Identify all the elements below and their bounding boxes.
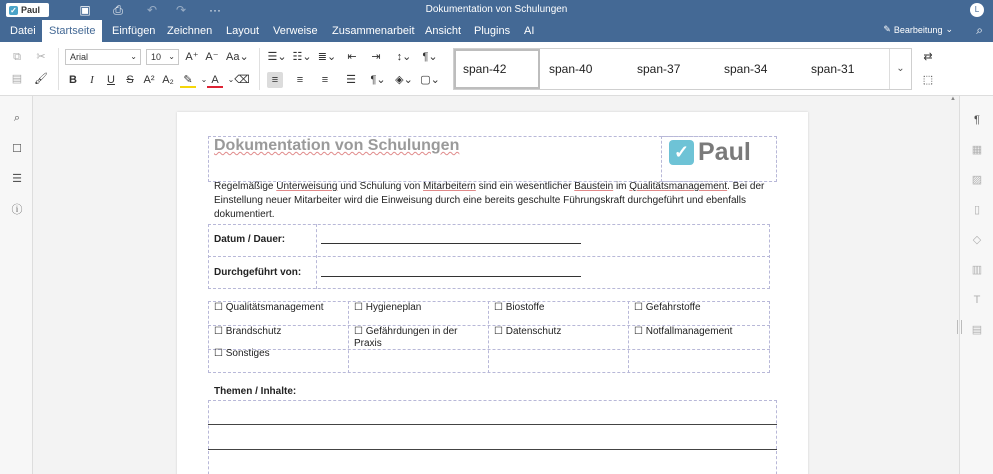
grid-divider [488,301,489,373]
check-icon: ✓ [669,140,694,165]
checkbox-label: Datenschutz [505,326,562,337]
redo-icon[interactable]: ↷ [175,3,187,17]
style-span-34[interactable]: span-34 [724,62,768,76]
toolbar-divider [58,48,59,90]
document-page[interactable] [177,112,808,474]
checkbox-gefahrstoffe[interactable] [634,302,701,314]
shading-icon[interactable]: ◈⌄ [395,74,413,86]
checkbox-biostoffe[interactable] [494,302,544,314]
paul-logo-text: Paul [698,138,751,166]
superscript-icon[interactable]: A² [143,74,155,86]
checkbox-gefaehrdungen[interactable] [354,326,484,350]
navigation-icon[interactable]: ☰ [12,173,22,185]
print-icon[interactable]: ⎙ [113,3,123,17]
align-right-icon[interactable]: ≡ [321,74,329,86]
tab-datei[interactable]: Datei [10,25,36,37]
document-title: Dokumentation von Schulungen [425,4,568,15]
chevron-down-icon[interactable]: ⌄ [200,75,208,84]
shape-settings-icon[interactable]: ◇ [972,234,982,246]
increase-indent-icon[interactable]: ⇥ [371,51,381,63]
align-left-icon[interactable]: ≡ [267,72,283,88]
decrease-font-icon[interactable]: A⁻ [205,51,219,63]
table-settings-icon[interactable]: ▦ [971,144,983,156]
checkbox-icon: ☐ [214,326,223,337]
decrease-indent-icon[interactable]: ⇤ [347,51,357,63]
format-painter-icon[interactable]: 🖌 [34,73,48,85]
intro-link-word: Qualitätsmanagement [629,181,728,192]
intro-link-word: Baustein [574,181,614,192]
edit-mode-toggle[interactable] [883,24,953,35]
undo-icon[interactable]: ↶ [146,3,158,17]
checkbox-label: Biostoffe [505,302,545,313]
checkbox-label: Sonstiges [225,348,270,359]
tab-layout[interactable]: Layout [226,25,260,37]
checkbox-icon: ☐ [494,326,503,337]
chevron-down-icon: ⌄ [168,52,175,61]
strikethrough-icon[interactable]: S [126,74,134,86]
themes-line[interactable] [208,449,777,450]
right-sidebar [959,96,993,474]
comments-icon[interactable]: ☐ [12,143,22,155]
bullet-list-icon[interactable]: ☰⌄ [267,51,287,63]
grid-divider [628,301,629,373]
chevron-down-icon: ⌄ [130,52,137,61]
italic-icon[interactable]: I [90,74,94,86]
justify-icon[interactable]: ☰ [346,74,356,86]
style-span-31[interactable]: span-31 [811,62,855,76]
paragraph-settings-icon[interactable]: ¶⌄ [422,51,438,63]
intro-text: im [613,181,630,192]
date-duration-label: Datum / Dauer: [214,234,286,245]
tab-zusammenarbeit[interactable]: Zusammenarbeit [332,25,415,37]
select-icon[interactable]: ⬚ [922,74,934,86]
checkbox-icon: ☐ [494,302,503,313]
styles-gallery [453,48,912,90]
intro-text: sind ein wesentlicher [475,181,575,192]
more-icon[interactable]: ··· [209,3,221,17]
tab-ai[interactable]: AI [524,25,535,37]
paste-icon[interactable]: ▤ [11,73,23,85]
chart-settings-icon[interactable]: ▥ [971,264,983,276]
chevron-down-icon: ⌄ [945,24,953,34]
numbered-list-icon[interactable]: ☷⌄ [292,51,312,63]
themes-frame [208,400,777,474]
style-span-40[interactable]: span-40 [549,62,593,76]
font-color-icon[interactable]: A [207,72,223,88]
scrollbar-handle[interactable] [957,320,962,334]
header-footer-icon[interactable]: ▯ [973,204,981,216]
text-art-icon[interactable]: T [973,294,981,306]
intro-link-word: Unterweisung [276,181,338,192]
search-icon[interactable]: ⌕ [13,112,21,124]
checkbox-hygiene[interactable] [354,302,421,314]
title-bar [0,0,993,20]
app-logo-text: Paul [21,5,41,15]
checkbox-label: Hygieneplan [365,302,422,313]
logo-check-icon: ✓ [10,5,17,15]
tab-plugins[interactable]: Plugins [474,25,511,37]
checkbox-brandschutz[interactable] [214,326,281,338]
bold-icon[interactable]: B [69,74,77,86]
search-icon[interactable]: ⌕ [976,23,983,37]
font-name-select[interactable] [65,49,141,65]
intro-paragraph [214,180,774,222]
line-spacing-icon[interactable]: ↕⌄ [396,51,412,63]
info-icon[interactable]: ⓘ [11,204,23,216]
subscript-icon[interactable]: A₂ [162,74,174,86]
checkbox-icon: ☐ [354,302,363,313]
checkbox-sonstiges[interactable] [214,348,270,360]
font-size-select[interactable] [146,49,179,65]
checkbox-notfall[interactable] [634,326,732,338]
themes-label: Themen / Inhalte: [214,386,297,397]
checkbox-label: Notfallmanagement [645,326,733,337]
style-span-42[interactable]: span-42 [454,49,540,89]
save-icon[interactable]: ▣ [79,3,91,17]
font-size-value: 10 [151,52,162,62]
style-span-37[interactable]: span-37 [637,62,681,76]
replace-icon[interactable]: ⇄ [923,51,933,63]
checkbox-label: Gefahrstoffe [645,302,701,313]
font-name-value: Arial [70,52,89,62]
app-logo[interactable] [6,3,49,17]
menu-bar [0,20,993,42]
chevron-down-icon[interactable]: ⌄ [889,49,911,89]
user-avatar[interactable]: L [970,3,984,17]
clear-format-icon[interactable]: ⌫ [234,74,250,86]
conducted-by-label: Durchgeführt von: [214,267,302,278]
tab-startseite[interactable]: Startseite [42,20,102,42]
conducted-by-field[interactable] [321,276,581,277]
multilevel-list-icon[interactable]: ≣⌄ [317,51,337,63]
underline-icon[interactable]: U [107,74,115,86]
chevron-down-icon[interactable]: ⌄ [227,75,235,84]
toolbar-divider [259,48,260,90]
checkbox-icon: ☐ [634,302,643,313]
paragraph-settings-icon[interactable]: ¶ [974,114,980,126]
tab-ansicht[interactable]: Ansicht [425,25,462,37]
image-settings-icon[interactable]: ▨ [971,174,983,186]
form-divider [208,256,770,257]
paul-logo [669,140,751,165]
toolbar [0,42,993,96]
grid-divider [208,349,770,350]
checkbox-icon: ☐ [214,302,223,313]
checkbox-label: Qualitätsmanagement [225,302,324,313]
pencil-icon: ✎ [883,24,891,34]
checkbox-icon: ☐ [214,348,223,359]
intro-link-word: Mitarbeitern [423,181,476,192]
checkbox-icon: ☐ [634,326,643,337]
intro-text: und Schulung von [337,181,424,192]
form-settings-icon[interactable]: ▤ [971,324,983,336]
checkbox-label: Gefährdungen in der Praxis [354,326,458,349]
checkbox-label: Brandschutz [225,326,282,337]
paragraph-marks-icon[interactable]: ¶⌄ [370,74,386,86]
increase-font-icon[interactable]: A⁺ [185,51,199,63]
edit-mode-label: Bearbeitung [893,24,943,35]
grid-divider [348,301,349,373]
highlight-icon[interactable]: ✎ [180,72,196,88]
checkbox-icon: ☐ [354,326,363,337]
copy-icon[interactable]: ⧉ [13,51,21,63]
cut-icon[interactable]: ✂ [36,51,46,63]
checkbox-qm[interactable] [214,302,324,314]
scroll-up-icon[interactable]: ▲ [950,96,956,102]
borders-icon[interactable]: ▢⌄ [420,74,440,86]
form-divider [316,224,317,289]
align-center-icon[interactable]: ≡ [296,74,304,86]
tab-zeichnen[interactable]: Zeichnen [167,25,213,37]
tab-verweise[interactable]: Verweise [273,25,318,37]
tab-einfuegen[interactable]: Einfügen [112,25,156,37]
intro-text: . Bei der Einstellung neuer Mitarbeiter wird die Einweisung durch eine bereits geschulte Führungskraft durchgeführt und ebenfalls dokumentiert. [214,181,765,220]
themes-line[interactable] [208,424,777,425]
checkbox-datenschutz[interactable] [494,326,561,338]
intro-text: Regelmäßige [214,181,277,192]
date-duration-field[interactable] [321,243,581,244]
left-sidebar [0,96,33,474]
change-case-icon[interactable]: Aa⌄ [226,51,249,63]
page-title: Dokumentation von Schulungen [214,137,460,154]
